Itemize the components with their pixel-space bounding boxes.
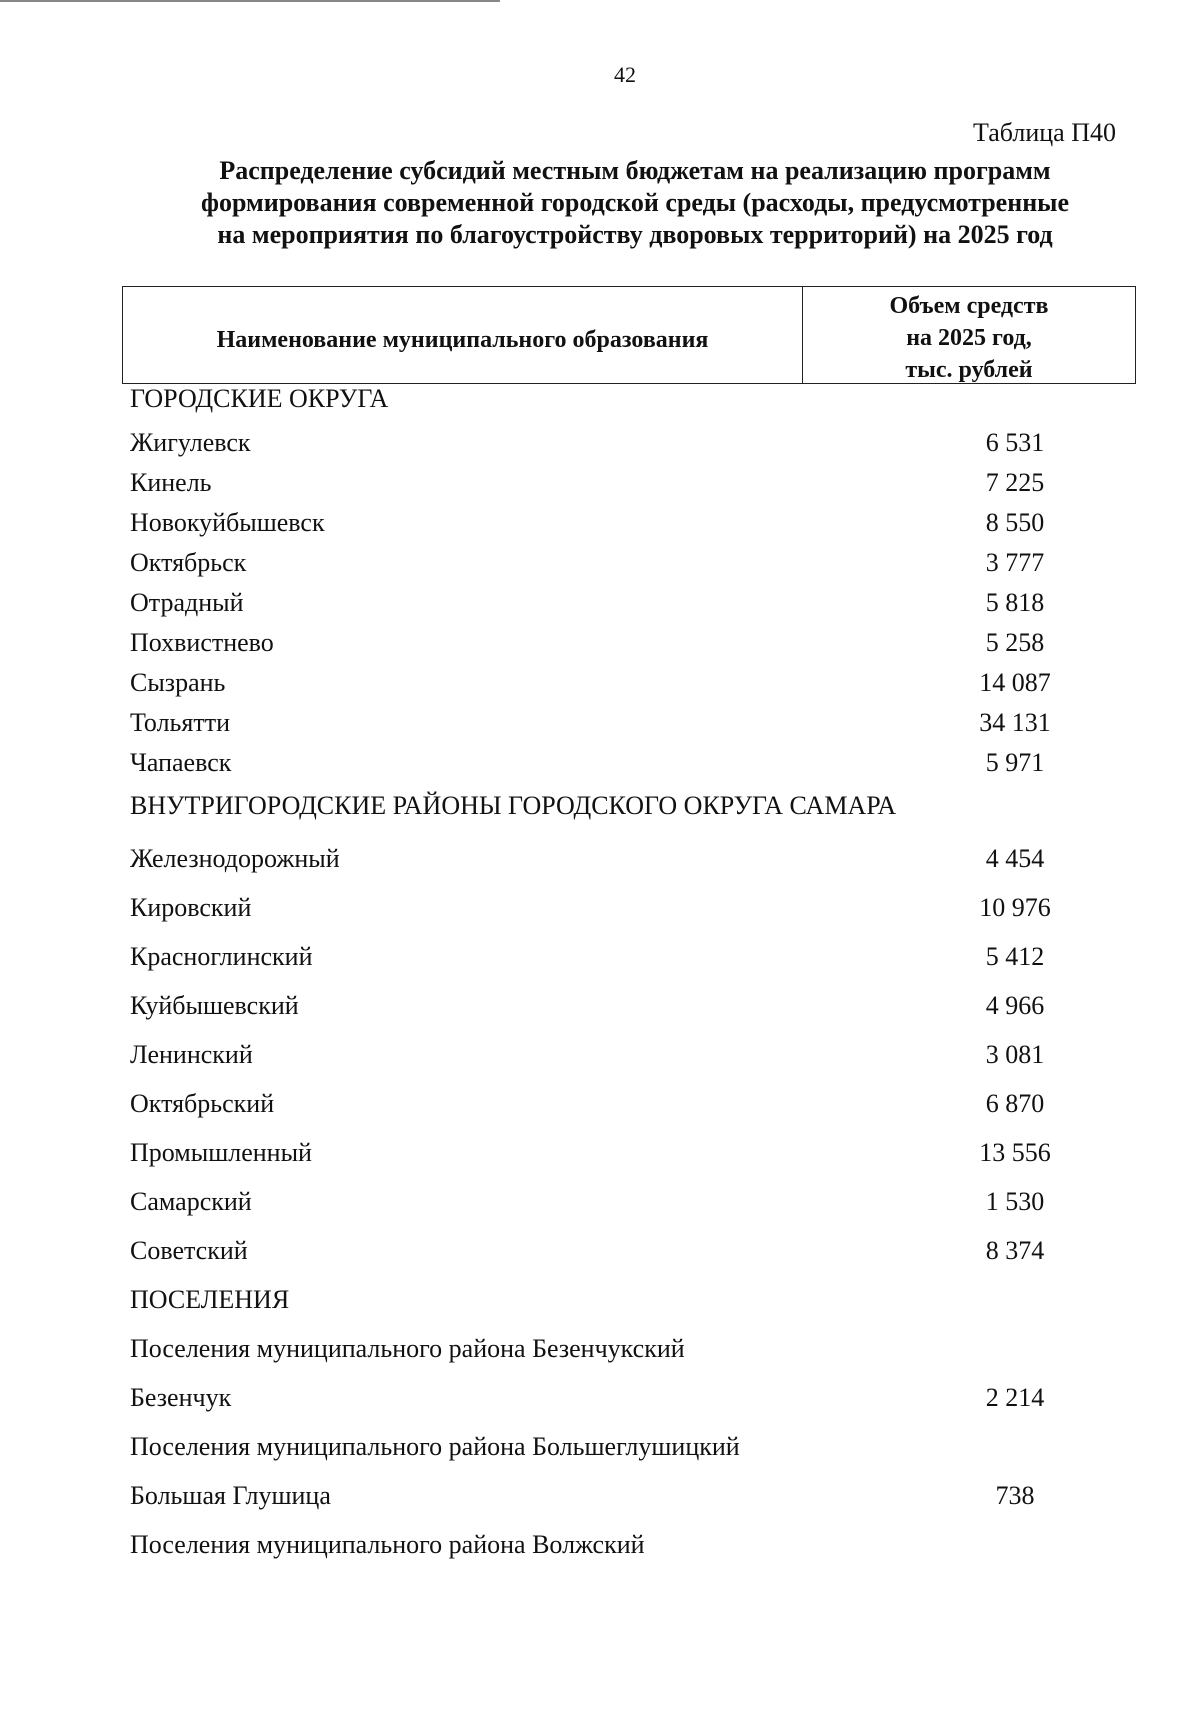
row-name: Куйбышевский	[130, 991, 299, 1020]
table-caption: Таблица П40	[973, 118, 1116, 147]
row-value: 8 550	[985, 508, 1045, 537]
table-header	[122, 286, 1136, 384]
title-line: формирования современной городской среды (расходы, предусмотренные	[200, 188, 1070, 217]
row-name: Железнодорожный	[130, 844, 340, 873]
row-value: 2 214	[985, 1383, 1045, 1412]
row-name: Поселения муниципального района Большеглушицкий	[130, 1432, 740, 1461]
row-name: Безенчук	[130, 1383, 232, 1412]
row-name: ПОСЕЛЕНИЯ	[130, 1285, 290, 1314]
row-value: 13 556	[979, 1138, 1051, 1167]
row-value: 5 818	[985, 588, 1045, 617]
title-line: Распределение субсидий местным бюджетам на реализацию программ	[219, 156, 1051, 185]
row-name: ГОРОДСКИЕ ОКРУГА	[130, 384, 389, 413]
row-name: Отрадный	[130, 588, 244, 617]
row-name: Кировский	[130, 893, 252, 922]
row-name: Чапаевск	[130, 748, 232, 777]
row-value: 8 374	[985, 1236, 1045, 1265]
row-value: 4 454	[985, 844, 1045, 873]
row-value: 4 966	[985, 991, 1045, 1020]
row-name: Октябрьский	[130, 1089, 275, 1118]
row-name: Кинель	[130, 468, 212, 497]
row-name: Новокуйбышевск	[130, 508, 325, 537]
row-value: 34 131	[979, 708, 1051, 737]
row-value: 3 081	[985, 1040, 1045, 1069]
header-amount-line: на 2025 год,	[906, 325, 1032, 351]
row-name: Поселения муниципального района Волжский	[130, 1530, 645, 1559]
row-name: Самарский	[130, 1187, 252, 1216]
title-line: на мероприятия по благоустройству дворовых территорий) на 2025 год	[217, 220, 1053, 249]
row-name: Октябрьск	[130, 548, 247, 577]
header-municipality: Наименование муниципального образования	[123, 287, 803, 383]
page-number: 42	[614, 62, 636, 87]
row-value: 10 976	[979, 893, 1051, 922]
row-value: 5 258	[985, 628, 1045, 657]
row-value: 738	[995, 1481, 1035, 1510]
header-amount-line: тыс. рублей	[905, 357, 1033, 383]
row-value: 3 777	[985, 548, 1045, 577]
scan-top-edge	[0, 0, 500, 2]
row-name: Сызрань	[130, 668, 226, 697]
row-name: Красноглинский	[130, 942, 313, 971]
row-name: Жигулевск	[130, 428, 251, 457]
row-name: Поселения муниципального района Безенчукский	[130, 1334, 685, 1363]
row-name: Похвистнево	[130, 628, 274, 657]
row-name: Большая Глушица	[130, 1481, 331, 1510]
row-value: 6 531	[985, 428, 1045, 457]
row-name: ВНУТРИГОРОДСКИЕ РАЙОНЫ ГОРОДСКОГО ОКРУГА САМАРА	[130, 791, 897, 820]
row-value: 14 087	[979, 668, 1051, 697]
row-value: 6 870	[985, 1089, 1045, 1118]
document-title	[120, 155, 1150, 251]
row-name: Ленинский	[130, 1040, 253, 1069]
row-value: 1 530	[985, 1187, 1045, 1216]
header-amount	[803, 287, 1135, 383]
row-value: 5 412	[985, 942, 1045, 971]
row-name: Промышленный	[130, 1138, 312, 1167]
row-value: 5 971	[985, 748, 1045, 777]
row-name: Тольятти	[130, 708, 231, 737]
header-amount-line: Объем средств	[889, 293, 1049, 319]
row-value: 7 225	[985, 468, 1045, 497]
row-name: Советский	[130, 1236, 248, 1265]
